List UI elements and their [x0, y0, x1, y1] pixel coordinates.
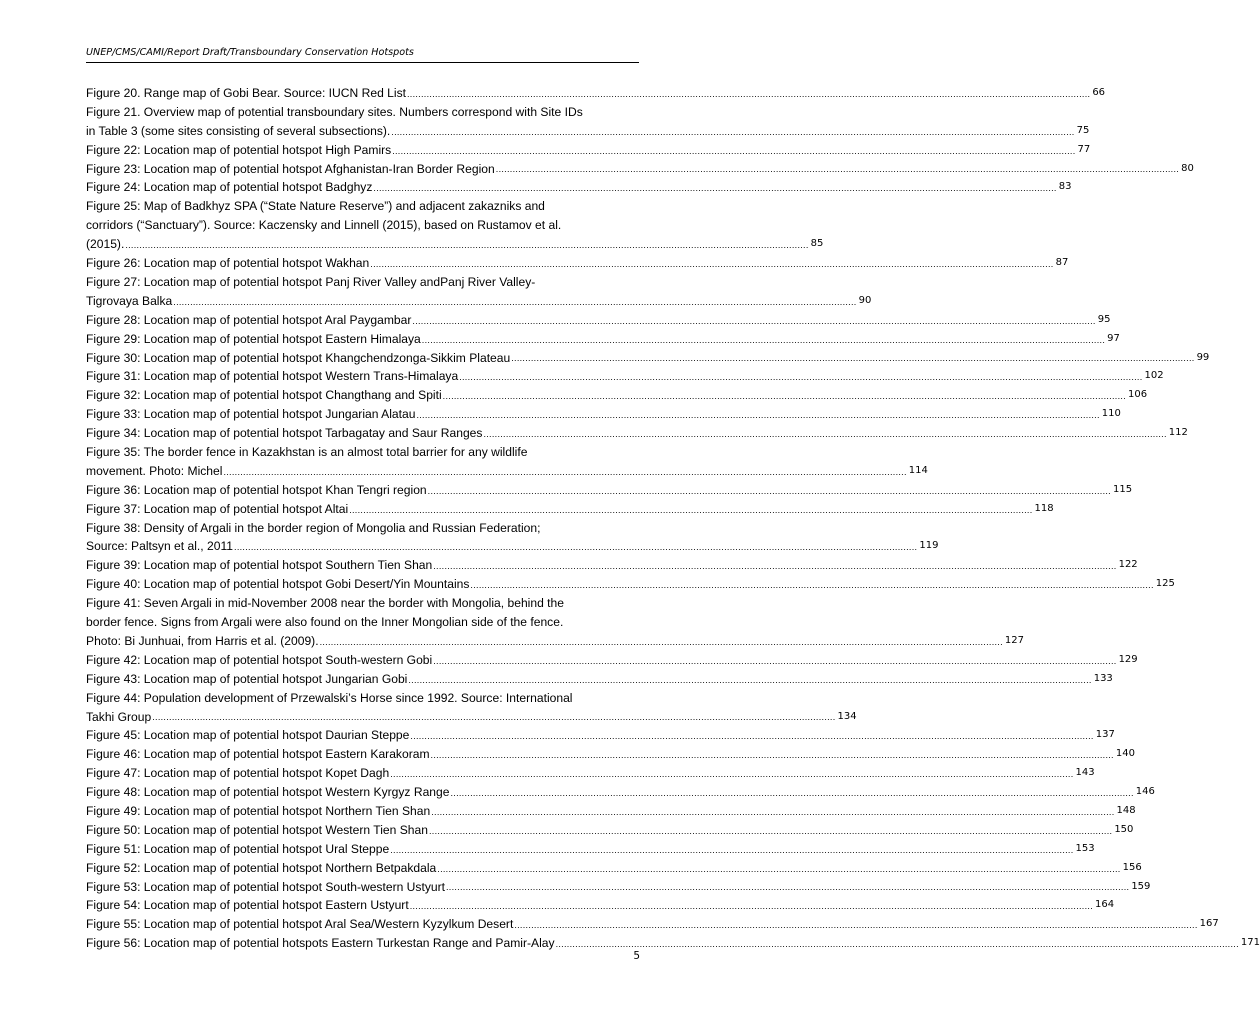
- toc-entry-leader-row: [86, 386, 1148, 405]
- toc-entry-title: in Table 3 (some sites consisting of several subsections).: [86, 123, 391, 138]
- toc-entry-leader-row: [86, 821, 1134, 840]
- toc-entry[interactable]: [86, 405, 1121, 424]
- dot-leader: [483, 425, 1166, 443]
- dot-leader: [125, 236, 808, 254]
- toc-entry[interactable]: [86, 783, 1155, 802]
- toc-entry[interactable]: [86, 745, 1135, 764]
- toc-entry-page-number: 167: [1199, 918, 1219, 930]
- dot-leader: [431, 746, 1114, 764]
- toc-entry[interactable]: [86, 330, 1120, 349]
- list-of-figures: [86, 84, 1260, 953]
- toc-entry-title: Figure 22: Location map of potential hotspot High Pamirs: [86, 142, 392, 157]
- toc-entry-leader-row: [86, 878, 1151, 897]
- dot-leader: [422, 331, 1105, 349]
- toc-entry[interactable]: [86, 500, 1054, 519]
- toc-entry-leader-row: [86, 575, 1175, 594]
- toc-entry-leader-row: [86, 178, 1072, 197]
- dot-leader: [407, 85, 1090, 103]
- dot-leader: [470, 576, 1153, 594]
- toc-entry-leader-row: [86, 311, 1111, 330]
- toc-entry-page-number: 114: [908, 464, 928, 476]
- toc-entry-page-number: 171: [1240, 937, 1260, 949]
- toc-entry[interactable]: [86, 575, 1175, 594]
- toc-entry-page-number: 112: [1168, 427, 1188, 439]
- toc-entry-title: Figure 39: Location map of potential hotspot Southern Tien Shan: [86, 558, 433, 573]
- toc-entry-leader-row: [86, 840, 1095, 859]
- dot-leader: [514, 916, 1197, 934]
- dot-leader: [349, 501, 1032, 519]
- page-number: 5: [633, 950, 640, 962]
- dot-leader: [437, 860, 1120, 878]
- toc-entry-leader-row: [86, 726, 1115, 745]
- dot-leader: [370, 255, 1053, 273]
- toc-entry-leader-row: [86, 708, 857, 727]
- dot-leader: [412, 312, 1095, 330]
- toc-entry-page-number: 77: [1077, 143, 1091, 155]
- dot-leader: [450, 784, 1133, 802]
- toc-entry-page-number: 75: [1076, 124, 1090, 136]
- toc-entry[interactable]: [86, 726, 1115, 745]
- toc-entry-page-number: 119: [919, 540, 939, 552]
- toc-entry-page-number: 156: [1122, 861, 1142, 873]
- dot-leader: [390, 841, 1073, 859]
- toc-entry[interactable]: [86, 254, 1069, 273]
- toc-entry-title: Figure 29: Location map of potential hotspot Eastern Himalaya: [86, 331, 421, 346]
- toc-entry-page-number: 134: [837, 710, 857, 722]
- toc-entry-page-number: 137: [1095, 729, 1115, 741]
- toc-entry-title: Figure 36: Location map of potential hotspot Khan Tengri region: [86, 482, 427, 497]
- dot-leader: [410, 897, 1093, 915]
- toc-entry-page-number: 106: [1128, 389, 1148, 401]
- toc-entry-title: Figure 49: Location map of potential hotspot Northern Tien Shan: [86, 803, 431, 818]
- toc-entry-page-number: 99: [1196, 351, 1210, 363]
- dot-leader: [234, 538, 917, 556]
- toc-entry[interactable]: [86, 764, 1095, 783]
- toc-entry[interactable]: [86, 802, 1136, 821]
- toc-entry-leader-row: [86, 122, 1090, 141]
- toc-entry-title: Figure 56: Location map of potential hotspots Eastern Turkestan Range and Pamir-Alay: [86, 936, 555, 951]
- toc-entry-title: Figure 24: Location map of potential hotspot Badghyz: [86, 180, 373, 195]
- toc-entry-title: Figure 52: Location map of potential hotspot Northern Betpakdala: [86, 860, 437, 875]
- toc-entry[interactable]: [86, 840, 1095, 859]
- toc-entry-leader-row: [86, 896, 1115, 915]
- toc-entry-leader-row: [86, 764, 1095, 783]
- toc-entry-page-number: 153: [1075, 842, 1095, 854]
- toc-entry[interactable]: [86, 896, 1115, 915]
- dot-leader: [433, 652, 1116, 670]
- toc-entry-page-number: 159: [1131, 880, 1151, 892]
- toc-entry-page-number: 150: [1114, 823, 1134, 835]
- dot-leader: [496, 160, 1179, 178]
- toc-entry-leader-row: [86, 462, 928, 481]
- toc-entry-title: movement. Photo: Michel: [86, 463, 223, 478]
- toc-entry-page-number: 133: [1093, 672, 1113, 684]
- toc-entry-page-number: 127: [1004, 634, 1024, 646]
- toc-entry-page-number: 80: [1181, 162, 1194, 174]
- toc-entry[interactable]: [86, 443, 928, 481]
- dot-leader: [511, 349, 1194, 367]
- dot-leader: [373, 179, 1056, 197]
- toc-entry-title: Figure 48: Location map of potential hotspot Western Kyrgyz Range: [86, 785, 450, 800]
- dot-leader: [429, 822, 1112, 840]
- toc-entry-leader-row: [86, 292, 872, 311]
- toc-entry-leader-row: [86, 859, 1142, 878]
- toc-entry[interactable]: [86, 689, 857, 727]
- toc-entry[interactable]: [86, 311, 1111, 330]
- toc-entry-page-number: 83: [1058, 181, 1072, 193]
- toc-entry-leader-row: [86, 141, 1091, 160]
- toc-entry-page-number: 95: [1097, 313, 1111, 325]
- toc-entry-leader-row: [86, 537, 939, 556]
- toc-entry-title: Figure 53: Location map of potential hotspot South-western Ustyurt: [86, 879, 445, 894]
- toc-entry-title: Figure 33: Location map of potential hotspot Jungarian Alatau: [86, 407, 416, 422]
- toc-entry-line: Figure 27: Location map of potential hotspot Panj River Valley andPanj River Valley-: [86, 274, 536, 289]
- toc-entry-title: Figure 37: Location map of potential hotspot Altai: [86, 501, 349, 516]
- toc-entry[interactable]: [86, 367, 1164, 386]
- toc-entry-line: Figure 38: Density of Argali in the border region of Mongolia and Russian Federation;: [86, 520, 541, 535]
- toc-entry-line: border fence. Signs from Argali were also found on the Inner Mongolian side of the fence.: [86, 615, 564, 630]
- toc-entry[interactable]: [86, 481, 1133, 500]
- toc-entry-page-number: 87: [1055, 257, 1069, 269]
- toc-entry-title: Figure 40: Location map of potential hotspot Gobi Desert/Yin Mountains: [86, 577, 470, 592]
- toc-entry-leader-row: [86, 783, 1155, 802]
- toc-entry-leader-row: [86, 802, 1136, 821]
- dot-leader: [443, 387, 1126, 405]
- dot-leader: [173, 293, 856, 311]
- page-header: UNEP/CMS/CAMI/Report Draft/Transboundary Conservation Hotspots: [86, 47, 639, 63]
- toc-entry-title: Figure 34: Location map of potential hotspot Tarbagatay and Saur Ranges: [86, 426, 483, 441]
- toc-entry-title: Takhi Group: [86, 709, 152, 724]
- toc-entry-title: Figure 46: Location map of potential hotspot Eastern Karakoram: [86, 747, 430, 762]
- toc-entry-title: Figure 47: Location map of potential hotspot Kopet Dagh: [86, 766, 390, 781]
- toc-entry-page-number: 129: [1118, 653, 1138, 665]
- toc-entry-page-number: 146: [1135, 786, 1155, 798]
- toc-entry-page-number: 102: [1144, 370, 1164, 382]
- toc-entry[interactable]: [86, 859, 1142, 878]
- toc-entry-title: Figure 23: Location map of potential hotspot Afghanistan-Iran Border Region: [86, 161, 495, 176]
- dot-leader: [390, 765, 1073, 783]
- dot-leader: [433, 557, 1116, 575]
- toc-entry-page-number: 140: [1115, 748, 1135, 760]
- toc-entry-line: corridors (“Sanctuary”). Source: Kaczensky and Linnell (2015), based on Rustamov et al.: [86, 218, 562, 233]
- toc-entry-line: Figure 35: The border fence in Kazakhstan is an almost total barrier for any wildlife: [86, 444, 528, 459]
- toc-entry-leader-row: [86, 915, 1219, 934]
- toc-entry-leader-row: [86, 160, 1194, 179]
- toc-entry-leader-row: [86, 405, 1121, 424]
- toc-entry[interactable]: [86, 424, 1188, 443]
- toc-entry[interactable]: [86, 519, 939, 557]
- toc-entry-title: Figure 55: Location map of potential hotspot Aral Sea/Western Kyzylkum Desert: [86, 917, 514, 932]
- dot-leader: [446, 878, 1129, 896]
- toc-entry-leader-row: [86, 84, 1106, 103]
- toc-entry-page-number: 110: [1101, 408, 1121, 420]
- toc-entry-page-number: 118: [1034, 502, 1054, 514]
- toc-entry-line: Figure 21. Overview map of potential transboundary sites. Numbers correspond with Site IDs: [86, 104, 583, 119]
- toc-entry[interactable]: [86, 386, 1148, 405]
- toc-entry-title: Figure 51: Location map of potential hotspot Ural Steppe: [86, 841, 390, 856]
- toc-entry[interactable]: [86, 821, 1134, 840]
- toc-entry-title: Figure 30: Location map of potential hotspot Khangchendzonga-Sikkim Plateau: [86, 350, 511, 365]
- toc-entry[interactable]: [86, 349, 1210, 368]
- toc-entry-leader-row: [86, 367, 1164, 386]
- toc-entry-leader-row: [86, 632, 1024, 651]
- toc-entry-title: Figure 50: Location map of potential hotspot Western Tien Shan: [86, 822, 428, 837]
- dot-leader: [223, 463, 906, 481]
- toc-entry-page-number: 90: [858, 294, 872, 306]
- dot-leader: [410, 727, 1093, 745]
- toc-entry-leader-row: [86, 500, 1054, 519]
- dot-leader: [152, 708, 835, 726]
- toc-entry-page-number: 125: [1155, 578, 1175, 590]
- dot-leader: [459, 368, 1142, 386]
- toc-entry-leader-row: [86, 481, 1133, 500]
- toc-entry-title: Photo: Bi Junhuai, from Harris et al. (2009).: [86, 633, 319, 648]
- toc-entry[interactable]: [86, 103, 1090, 141]
- toc-entry-page-number: 66: [1092, 86, 1106, 98]
- dot-leader: [391, 123, 1074, 141]
- toc-entry-leader-row: [86, 745, 1135, 764]
- toc-entry-leader-row: [86, 934, 1260, 953]
- toc-entry-page-number: 85: [810, 238, 824, 250]
- toc-entry-leader-row: [86, 330, 1120, 349]
- toc-entry-title: Source: Paltsyn et al., 2011: [86, 539, 234, 554]
- toc-entry-title: Figure 43: Location map of potential hotspot Jungarian Gobi: [86, 671, 408, 686]
- toc-entry[interactable]: [86, 273, 872, 311]
- toc-entry-title: Figure 26: Location map of potential hotspot Wakhan: [86, 256, 370, 271]
- toc-entry-leader-row: [86, 651, 1138, 670]
- toc-entry[interactable]: [86, 594, 1024, 651]
- toc-entry-line: Figure 25: Map of Badkhyz SPA (“State Nature Reserve”) and adjacent zakazniks and: [86, 199, 545, 214]
- toc-entry[interactable]: [86, 556, 1138, 575]
- toc-entry-title: Figure 31: Location map of potential hotspot Western Trans-Himalaya: [86, 369, 459, 384]
- toc-entry-leader-row: [86, 254, 1069, 273]
- toc-entry[interactable]: [86, 878, 1151, 897]
- toc-entry[interactable]: [86, 160, 1194, 179]
- toc-entry-page-number: 122: [1118, 559, 1138, 571]
- dot-leader: [408, 671, 1091, 689]
- toc-entry-leader-row: [86, 556, 1138, 575]
- toc-entry-title: Figure 20. Range map of Gobi Bear. Source: IUCN Red List: [86, 85, 406, 100]
- dot-leader: [428, 482, 1111, 500]
- toc-entry-title: Figure 32: Location map of potential hotspot Changthang and Spiti: [86, 388, 442, 403]
- toc-entry-page-number: 97: [1107, 332, 1120, 344]
- dot-leader: [556, 935, 1239, 953]
- toc-entry[interactable]: [86, 141, 1091, 160]
- dot-leader: [431, 803, 1114, 821]
- toc-entry-line: Figure 41: Seven Argali in mid-November 2008 near the border with Mongolia, behind the: [86, 596, 564, 611]
- toc-entry[interactable]: [86, 651, 1138, 670]
- toc-entry[interactable]: [86, 934, 1260, 953]
- toc-entry-page-number: 164: [1095, 899, 1115, 911]
- toc-entry-page-number: 143: [1075, 767, 1095, 779]
- toc-entry-leader-row: [86, 235, 824, 254]
- dot-leader: [392, 142, 1075, 160]
- toc-entry-title: Figure 42: Location map of potential hotspot South-western Gobi: [86, 652, 433, 667]
- toc-entry-line: Figure 44: Population development of Przewalski’s Horse since 1992. Source: International: [86, 690, 573, 705]
- dot-leader: [320, 633, 1003, 651]
- toc-entry-leader-row: [86, 670, 1113, 689]
- toc-entry-leader-row: [86, 424, 1188, 443]
- toc-entry[interactable]: [86, 197, 824, 254]
- toc-entry-leader-row: [86, 349, 1210, 368]
- toc-entry-page-number: 148: [1116, 804, 1136, 816]
- toc-entry[interactable]: [86, 670, 1113, 689]
- toc-entry-title: Tigrovaya Balka: [86, 293, 173, 308]
- toc-entry[interactable]: [86, 178, 1072, 197]
- toc-entry-title: Figure 54: Location map of potential hotspot Eastern Ustyurt: [86, 898, 409, 913]
- toc-entry[interactable]: [86, 915, 1219, 934]
- toc-entry-title: Figure 28: Location map of potential hotspot Aral Paygambar: [86, 312, 412, 327]
- toc-entry-title: (2015).: [86, 237, 125, 252]
- toc-entry[interactable]: [86, 84, 1106, 103]
- dot-leader: [416, 406, 1099, 424]
- toc-entry-title: Figure 45: Location map of potential hotspot Daurian Steppe: [86, 728, 410, 743]
- toc-entry-page-number: 115: [1112, 483, 1133, 495]
